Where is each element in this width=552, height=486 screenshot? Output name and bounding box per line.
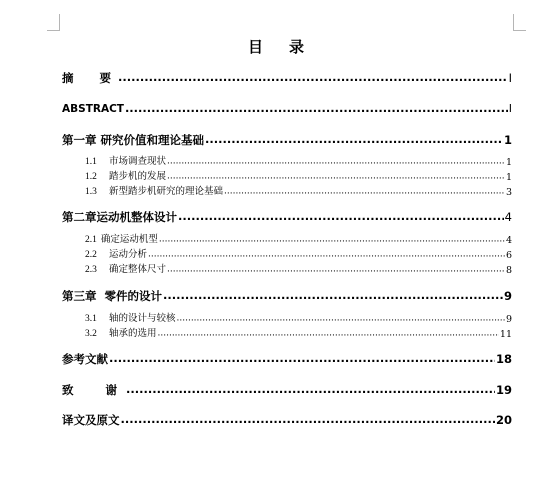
dot-leader <box>109 356 495 368</box>
dot-leader <box>158 332 499 341</box>
toc-entry-section-2-2[interactable] <box>0 249 552 262</box>
toc-entry-section-1-3[interactable] <box>0 186 552 199</box>
toc-entry-chapter-1[interactable] <box>0 132 552 148</box>
toc-entry-page: 4 <box>504 210 512 224</box>
toc-entry-label: 第一章 研究价值和理论基础 <box>62 133 205 147</box>
section-number: 2.2 <box>85 250 97 260</box>
toc-entry-page: I <box>508 102 512 115</box>
top-right-crop-mark <box>513 14 526 31</box>
section-number: 1.2 <box>85 172 97 182</box>
toc-entry-label: 新型踏步机研究的理论基础 <box>109 186 224 197</box>
toc-entry-section-1-2[interactable] <box>0 171 552 184</box>
toc-entry-section-1-1[interactable] <box>0 156 552 169</box>
toc-entry-label: 摘 要 <box>62 71 118 85</box>
toc-entry-page: 1 <box>505 157 512 168</box>
toc-entry-section-3-1[interactable] <box>0 313 552 326</box>
toc-entry-abstract-en[interactable] <box>0 101 552 117</box>
dot-leader <box>121 417 495 429</box>
toc-entry-label: 轴承的选用 <box>109 328 157 339</box>
section-number: 1.3 <box>85 187 97 197</box>
toc-entry-page: 6 <box>505 250 512 261</box>
dot-leader <box>224 190 505 199</box>
dot-leader <box>118 75 508 87</box>
toc-title: 目录 <box>247 38 330 56</box>
toc-entry-page: 20 <box>495 413 512 427</box>
toc-entry-chapter-2[interactable] <box>0 209 552 225</box>
dot-leader <box>148 253 505 262</box>
dot-leader <box>159 238 505 247</box>
toc-entry-section-2-1[interactable] <box>0 234 552 247</box>
toc-entry-label: 致 谢 <box>62 383 126 397</box>
toc-entry-page: 1 <box>503 133 512 147</box>
dot-leader <box>163 293 503 305</box>
dot-leader <box>126 387 495 399</box>
toc-entry-page: I <box>508 71 512 85</box>
toc-entry-label: 轴的设计与较核 <box>109 313 176 324</box>
section-number: 1.1 <box>85 157 97 167</box>
toc-entry-page: 19 <box>495 383 512 397</box>
toc-entry-page: 1 <box>505 172 512 183</box>
toc-entry-label: 踏步机的发展 <box>109 171 167 182</box>
dot-leader <box>177 317 505 326</box>
toc-entry-page: 9 <box>505 314 512 325</box>
toc-entry-abstract-cn[interactable] <box>0 70 552 86</box>
toc-entry-chapter-3[interactable] <box>0 288 552 304</box>
toc-entry-label: 译文及原文 <box>62 413 120 427</box>
toc-entry-label: ABSTRACT <box>62 103 124 115</box>
toc-entry-page: 18 <box>495 352 512 366</box>
toc-entry-acknowledgements[interactable] <box>0 382 552 398</box>
toc-entry-label: 市场调查现状 <box>109 156 167 167</box>
dot-leader <box>178 214 504 226</box>
toc-entry-page: 4 <box>505 235 512 246</box>
section-number: 2.1 <box>85 235 97 245</box>
section-number: 3.1 <box>85 314 97 324</box>
toc-entry-section-2-3[interactable] <box>0 264 552 277</box>
dot-leader <box>167 175 505 184</box>
section-number: 2.3 <box>85 265 97 275</box>
toc-entry-references[interactable] <box>0 351 552 367</box>
toc-entry-label: 确定整体尺寸 <box>109 264 167 275</box>
toc-entry-label: 运动分析 <box>109 249 148 260</box>
dot-leader <box>167 268 505 277</box>
toc-entry-section-3-2[interactable] <box>0 328 552 341</box>
top-left-crop-mark <box>47 14 60 31</box>
toc-entry-page: 3 <box>505 187 512 198</box>
toc-entry-label: 第三章 零件的设计 <box>62 289 163 303</box>
dot-leader <box>205 137 503 149</box>
toc-entry-page: 8 <box>505 265 512 276</box>
toc-entry-translation[interactable] <box>0 412 552 428</box>
toc-entry-label: 参考文献 <box>62 352 108 366</box>
toc-entry-page: 11 <box>499 329 512 340</box>
toc-entry-label: 第二章运动机整体设计 <box>62 210 177 224</box>
dot-leader <box>125 106 508 118</box>
toc-entry-page: 9 <box>503 289 512 303</box>
dot-leader <box>167 160 505 169</box>
toc-entry-label: 确定运动机型 <box>100 234 158 245</box>
section-number: 3.2 <box>85 329 97 339</box>
